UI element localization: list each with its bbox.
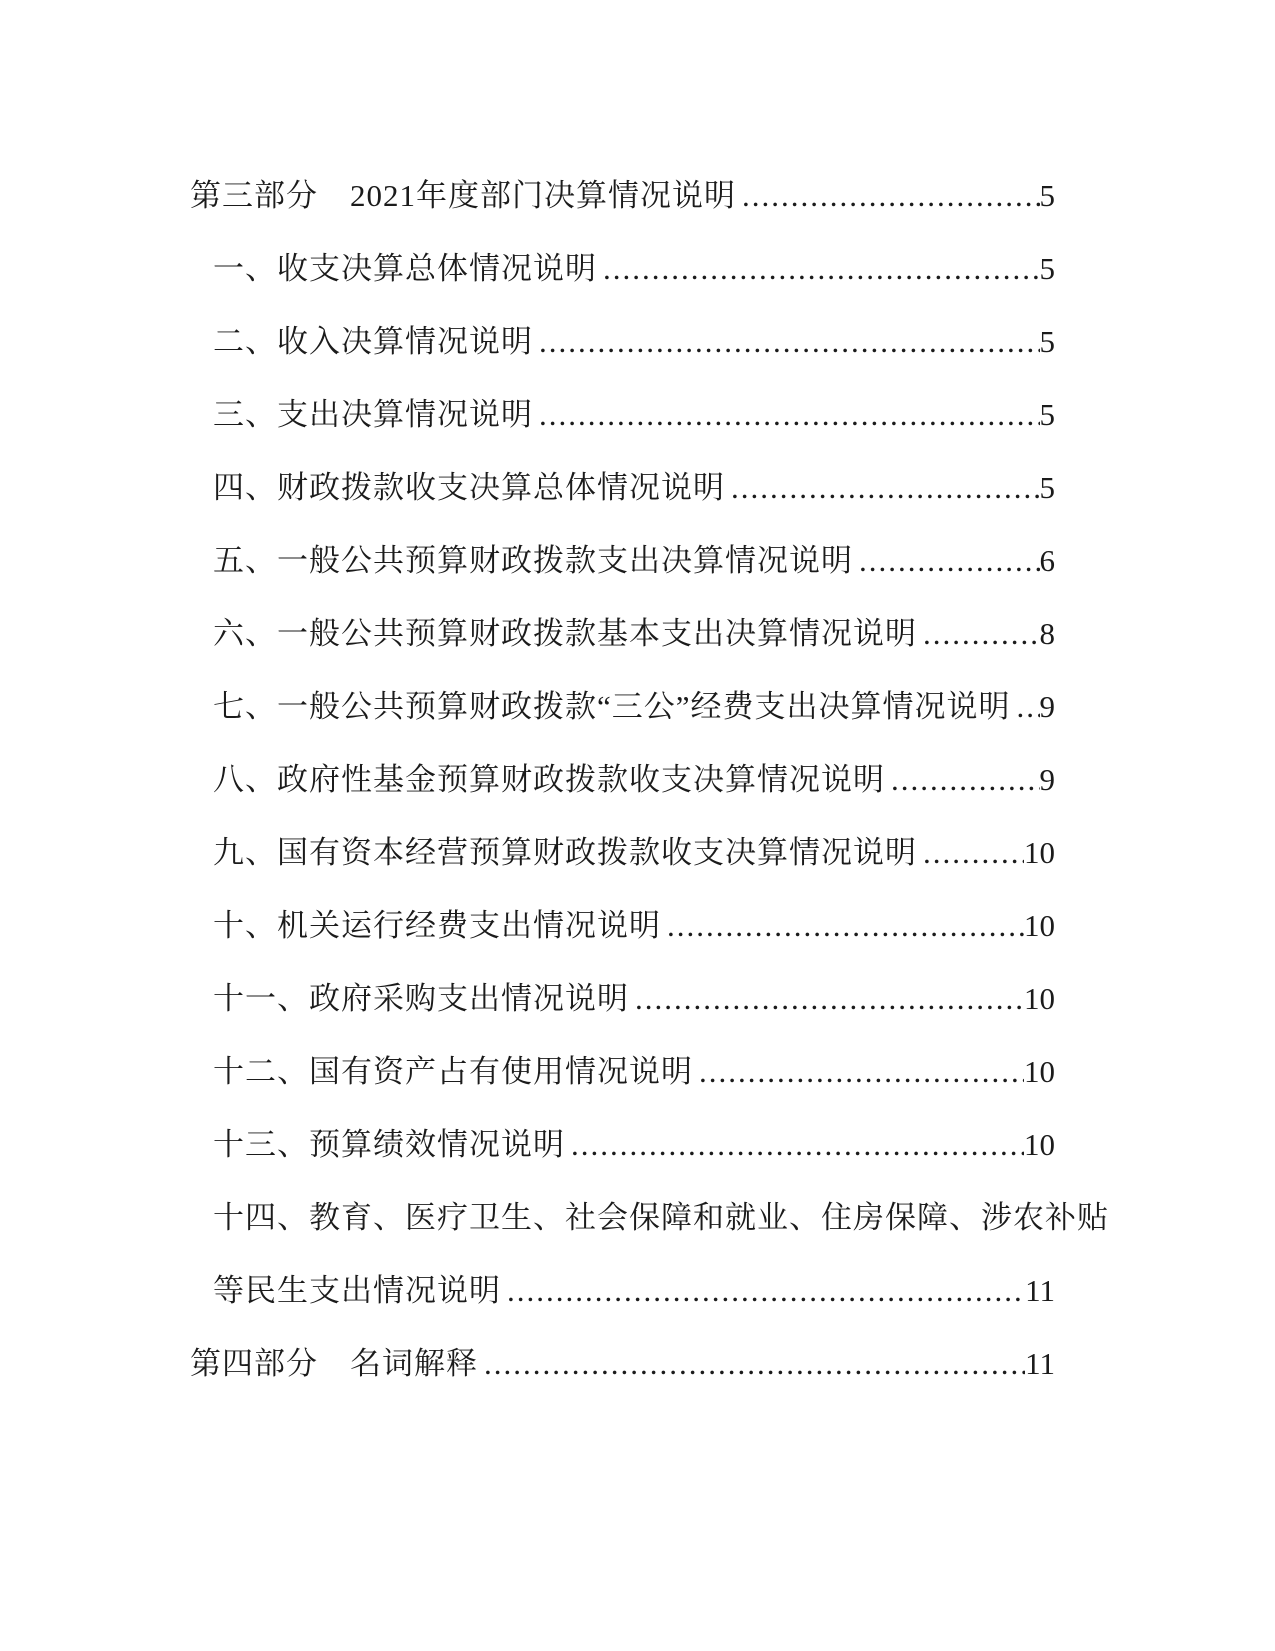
toc-entry-title: 十一、政府采购支出情况说明 — [213, 981, 629, 1016]
dot-leader — [597, 232, 1040, 305]
toc-page-number: 5 — [1039, 178, 1055, 213]
toc-entry-part3[interactable] — [190, 159, 1055, 232]
table-of-contents — [190, 159, 1109, 1400]
dot-leader — [736, 159, 1040, 232]
toc-page-number: 10 — [1024, 1127, 1055, 1162]
toc-entry-title: 十、机关运行经费支出情况说明 — [213, 908, 661, 943]
toc-entry-12[interactable] — [190, 1035, 1055, 1108]
toc-entry-title: 六、一般公共预算财政拨款基本支出决算情况说明 — [213, 616, 917, 651]
toc-page-number: 5 — [1039, 397, 1055, 432]
dot-leader — [478, 1327, 1025, 1400]
toc-page-number: 6 — [1039, 543, 1055, 578]
toc-page-number: 10 — [1024, 1054, 1055, 1089]
toc-page-number: 10 — [1024, 835, 1055, 870]
dot-leader — [565, 1108, 1024, 1181]
toc-entry-9[interactable] — [190, 816, 1055, 889]
dot-leader — [693, 1035, 1024, 1108]
toc-entry-title: 十三、预算绩效情况说明 — [213, 1127, 565, 1162]
toc-entry-title: 七、一般公共预算财政拨款“三公”经费支出决算情况说明 — [213, 689, 1011, 724]
toc-page-number: 11 — [1025, 1346, 1055, 1381]
toc-entry-title: 十四、教育、医疗卫生、社会保障和就业、住房保障、涉农补贴 — [213, 1200, 1109, 1235]
toc-entry-10[interactable] — [190, 889, 1055, 962]
toc-entry-13[interactable] — [190, 1108, 1055, 1181]
dot-leader — [917, 597, 1040, 670]
toc-entry-6[interactable] — [190, 597, 1055, 670]
toc-entry-4[interactable] — [190, 451, 1055, 524]
dot-leader — [629, 962, 1024, 1035]
toc-entry-2[interactable] — [190, 305, 1055, 378]
toc-page-number: 9 — [1039, 762, 1055, 797]
toc-entry-5[interactable] — [190, 524, 1055, 597]
toc-entry-title: 五、一般公共预算财政拨款支出决算情况说明 — [213, 543, 853, 578]
dot-leader — [533, 305, 1040, 378]
dot-leader — [885, 743, 1040, 816]
dot-leader — [725, 451, 1040, 524]
toc-entry-title: 第四部分 名词解释 — [190, 1346, 478, 1381]
toc-entry-1[interactable] — [190, 232, 1055, 305]
dot-leader — [661, 889, 1024, 962]
toc-entry-title: 八、政府性基金预算财政拨款收支决算情况说明 — [213, 762, 885, 797]
toc-entry-title: 等民生支出情况说明 — [213, 1273, 501, 1308]
toc-page-number: 10 — [1024, 908, 1055, 943]
toc-page-number: 5 — [1039, 251, 1055, 286]
toc-entry-title: 四、财政拨款收支决算总体情况说明 — [213, 470, 725, 505]
toc-entry-part4[interactable] — [190, 1327, 1055, 1400]
toc-entry-title: 九、国有资本经营预算财政拨款收支决算情况说明 — [213, 835, 917, 870]
toc-page-number: 11 — [1025, 1273, 1055, 1308]
toc-entry-8[interactable] — [190, 743, 1055, 816]
toc-entry-title: 三、支出决算情况说明 — [213, 397, 533, 432]
toc-entry-11[interactable] — [190, 962, 1055, 1035]
toc-entry-14-line1[interactable] — [190, 1181, 1109, 1254]
toc-page-number: 10 — [1024, 981, 1055, 1016]
toc-entry-7[interactable] — [190, 670, 1055, 743]
toc-entry-title: 第三部分 2021年度部门决算情况说明 — [190, 178, 736, 213]
toc-entry-title: 十二、国有资产占有使用情况说明 — [213, 1054, 693, 1089]
toc-page-number: 5 — [1039, 470, 1055, 505]
toc-entry-title: 二、收入决算情况说明 — [213, 324, 533, 359]
dot-leader — [501, 1254, 1025, 1327]
dot-leader — [1011, 670, 1040, 743]
dot-leader — [917, 816, 1024, 889]
toc-page-number: 5 — [1039, 324, 1055, 359]
toc-entry-14-line2[interactable] — [190, 1254, 1055, 1327]
toc-page-number: 9 — [1039, 689, 1055, 724]
dot-leader — [853, 524, 1040, 597]
toc-page-number: 8 — [1039, 616, 1055, 651]
toc-entry-title: 一、收支决算总体情况说明 — [213, 251, 597, 286]
dot-leader — [533, 378, 1040, 451]
toc-entry-3[interactable] — [190, 378, 1055, 451]
